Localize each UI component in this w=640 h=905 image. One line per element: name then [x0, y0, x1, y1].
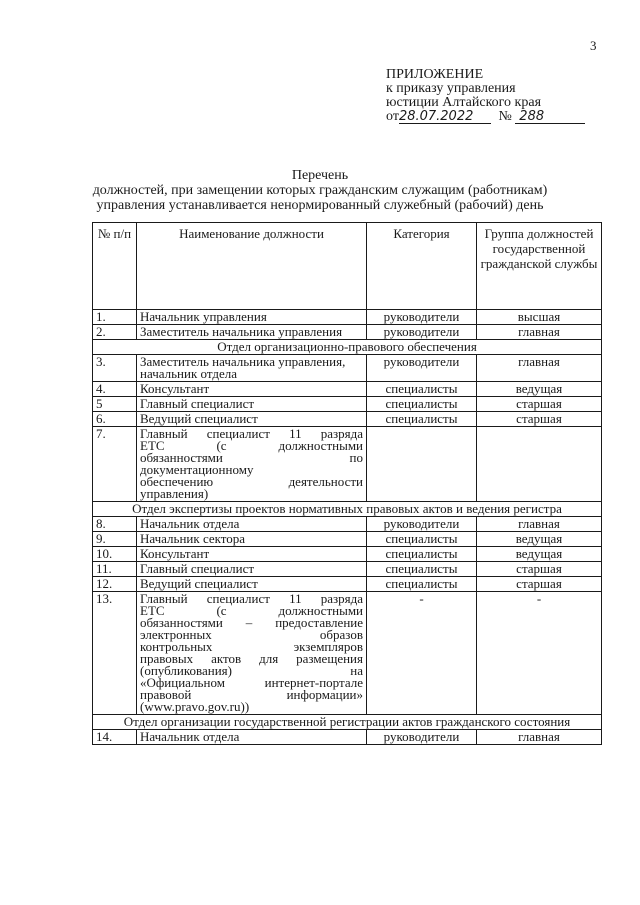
row-number: 12. [93, 577, 137, 592]
row-number: 6. [93, 412, 137, 427]
position-name-line: управления) [140, 486, 209, 501]
table-row [93, 577, 602, 592]
position-category [367, 427, 477, 502]
title-line-3: управления устанавливается ненормированный служебный (рабочий) день [96, 198, 544, 213]
section-title: Отдел организационно-правового обеспечения [93, 340, 602, 355]
position-name: Заместитель начальника управления [137, 325, 367, 340]
position-name-line: ЕТС (с должностными [140, 438, 363, 453]
position-group: главная [477, 517, 602, 532]
section-title: Отдел экспертизы проектов нормативных правовых актов и ведения регистра [93, 502, 602, 517]
position-name: Заместитель начальника управления, начальник отдела [137, 355, 367, 382]
position-group: главная [477, 355, 602, 382]
position-category: специалисты [367, 397, 477, 412]
title-line-1: Перечень [291, 168, 349, 183]
position-category: специалисты [367, 532, 477, 547]
position-category: специалисты [367, 382, 477, 397]
handwritten-date: 28.07.2022 [399, 110, 491, 124]
annex-line-2: юстиции Алтайского края [386, 95, 542, 110]
row-number: 11. [93, 562, 137, 577]
position-name: Консультант [137, 382, 367, 397]
position-group: старшая [477, 562, 602, 577]
position-group [477, 427, 602, 502]
table-header-row [93, 223, 602, 310]
header-group: Группа должностей государственной гражданской службы [477, 223, 602, 310]
table-row [93, 730, 602, 745]
table-row [93, 532, 602, 547]
annex-date-row [386, 110, 585, 124]
annex-line-1: к приказу управления [386, 81, 516, 96]
position-name-line: обязанностями по [140, 450, 363, 465]
position-name-line: обязанностями – предоставление [140, 615, 363, 630]
table-row [93, 325, 602, 340]
position-category: специалисты [367, 547, 477, 562]
position-category: специалисты [367, 577, 477, 592]
position-name: Главный специалист [137, 562, 367, 577]
table-body [93, 310, 602, 745]
title-line-2: должностей, при замещении которых гражданским служащим (работникам) [92, 183, 548, 198]
row-number: 10. [93, 547, 137, 562]
position-group: высшая [477, 310, 602, 325]
position-name [137, 427, 367, 502]
table-row [93, 412, 602, 427]
section-row [93, 715, 602, 730]
position-name-line: документационному [140, 462, 254, 477]
table-row [93, 592, 602, 715]
row-number: 4. [93, 382, 137, 397]
row-number: 2. [93, 325, 137, 340]
positions-table [92, 222, 602, 745]
row-number: 9. [93, 532, 137, 547]
position-group: главная [477, 325, 602, 340]
header-name: Наименование должности [137, 223, 367, 310]
table-row [93, 355, 602, 382]
position-category: руководители [367, 355, 477, 382]
position-group: главная [477, 730, 602, 745]
position-group: старшая [477, 412, 602, 427]
position-name-line: правовой информации» [140, 687, 363, 702]
row-number: 3. [93, 355, 137, 382]
handwritten-number: 288 [515, 110, 585, 124]
table-row [93, 397, 602, 412]
position-name: Главный специалист [137, 397, 367, 412]
position-name-line: электронных образов [140, 627, 363, 642]
row-number: 1. [93, 310, 137, 325]
position-name-line: «Официальном интернет-портале [140, 675, 363, 690]
number-prefix: № [498, 109, 512, 124]
position-name-line: Главный специалист 11 разряда [140, 426, 363, 441]
position-group: ведущая [477, 547, 602, 562]
position-category: руководители [367, 325, 477, 340]
row-number: 7. [93, 427, 137, 502]
position-name: Начальник управления [137, 310, 367, 325]
header-num: № п/п [93, 223, 137, 310]
position-category: руководители [367, 730, 477, 745]
date-prefix: от [386, 109, 399, 124]
position-group: ведущая [477, 382, 602, 397]
position-name: Ведущий специалист [137, 577, 367, 592]
position-category: специалисты [367, 412, 477, 427]
position-name-line: ЕТС (с должностными [140, 603, 363, 618]
position-name-line: (опубликования) на [140, 663, 363, 678]
row-number: 8. [93, 517, 137, 532]
position-group: старшая [477, 577, 602, 592]
annex-title: ПРИЛОЖЕНИЕ [386, 67, 484, 82]
table-row [93, 382, 602, 397]
row-number: 13. [93, 592, 137, 715]
row-number: 14. [93, 730, 137, 745]
position-name: Начальник отдела [137, 730, 367, 745]
section-row [93, 340, 602, 355]
table-row [93, 427, 602, 502]
table-row [93, 562, 602, 577]
position-group: старшая [477, 397, 602, 412]
section-row [93, 502, 602, 517]
annex-block [386, 68, 585, 124]
table-row [93, 310, 602, 325]
page-number: 3 [590, 38, 597, 53]
position-name-line: обеспечению деятельности [140, 474, 363, 489]
position-category: специалисты [367, 562, 477, 577]
position-category: руководители [367, 310, 477, 325]
position-name: Начальник сектора [137, 532, 367, 547]
position-name: Консультант [137, 547, 367, 562]
position-name-line: контрольных экземпляров [140, 639, 363, 654]
row-number: 5 [93, 397, 137, 412]
position-name: Начальник отдела [137, 517, 367, 532]
header-category: Категория [367, 223, 477, 310]
position-category: руководители [367, 517, 477, 532]
position-group: - [477, 592, 602, 715]
position-name-line: правовых актов для размещения [140, 651, 363, 666]
position-name-line: (www.pravo.gov.ru)) [140, 699, 250, 714]
position-name [137, 592, 367, 715]
section-title: Отдел организации государственной регистрации актов гражданского состояния [93, 715, 602, 730]
document-title [0, 168, 640, 213]
table-row [93, 517, 602, 532]
position-name-line: Главный специалист 11 разряда [140, 591, 363, 606]
position-category: - [367, 592, 477, 715]
table-row [93, 547, 602, 562]
position-group: ведущая [477, 532, 602, 547]
position-name: Ведущий специалист [137, 412, 367, 427]
